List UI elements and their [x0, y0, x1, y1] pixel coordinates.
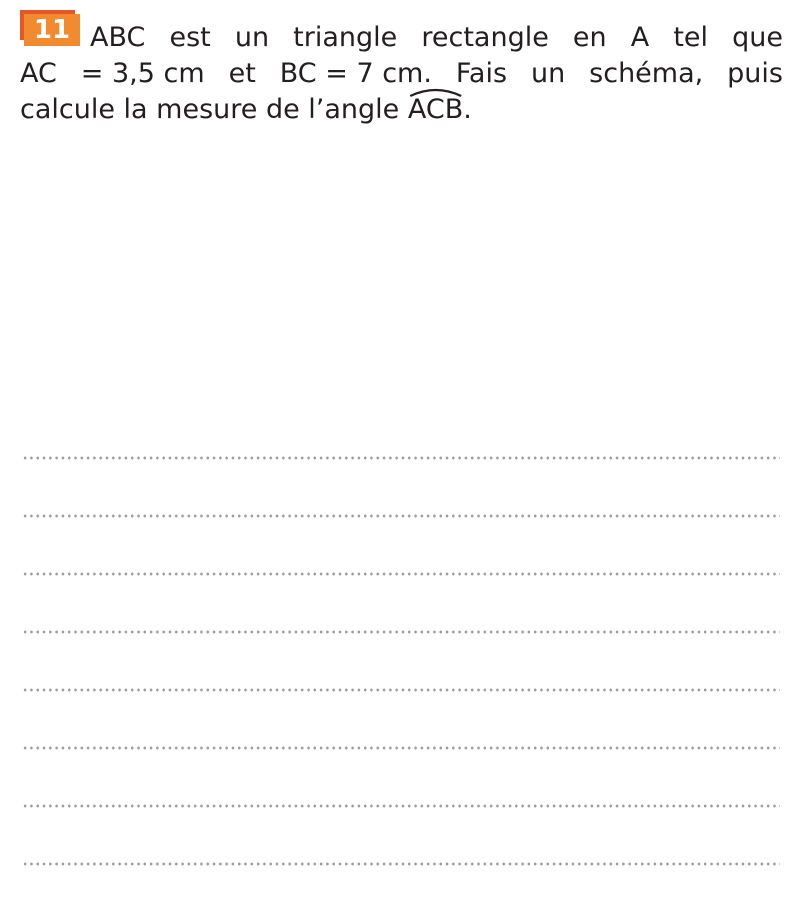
- word: est: [169, 22, 211, 53]
- angle-acb: [408, 92, 463, 128]
- word: en: [572, 22, 607, 53]
- answer-line[interactable]: [22, 456, 780, 460]
- answer-line[interactable]: [22, 862, 780, 866]
- line-3-text: calcule la mesure de l’angle: [20, 94, 408, 125]
- answer-area: [22, 456, 780, 920]
- word: AC: [20, 58, 57, 89]
- word: un: [530, 58, 566, 89]
- word: que: [732, 22, 783, 53]
- statement-line-1: [20, 14, 783, 56]
- word: Fais: [455, 58, 508, 89]
- word: triangle: [293, 22, 398, 53]
- line-1-words: [90, 20, 783, 56]
- answer-line[interactable]: [22, 804, 780, 808]
- answer-line[interactable]: [22, 630, 780, 634]
- exercise-statement: [20, 14, 783, 128]
- word: puis: [727, 58, 783, 89]
- exercise-11: [20, 14, 783, 128]
- word: BC = 7 cm.: [279, 58, 432, 89]
- statement-line-2: [20, 56, 783, 92]
- line-3-end: .: [463, 94, 472, 125]
- word: tel: [673, 22, 709, 53]
- word: = 3,5 cm: [80, 58, 205, 89]
- angle-arc-icon: [408, 87, 463, 97]
- word: ABC: [90, 22, 146, 53]
- answer-line[interactable]: [22, 746, 780, 750]
- statement-line-3: [20, 92, 783, 128]
- angle-label: ACB: [407, 94, 464, 125]
- exercise-number: 11: [24, 14, 80, 46]
- word: un: [234, 22, 270, 53]
- answer-line[interactable]: [22, 514, 780, 518]
- word: schéma,: [589, 58, 704, 89]
- answer-line[interactable]: [22, 688, 780, 692]
- word: rectangle: [421, 22, 549, 53]
- answer-line[interactable]: [22, 572, 780, 576]
- word: A: [630, 22, 650, 53]
- exercise-number-badge: [20, 14, 80, 46]
- word: et: [228, 58, 256, 89]
